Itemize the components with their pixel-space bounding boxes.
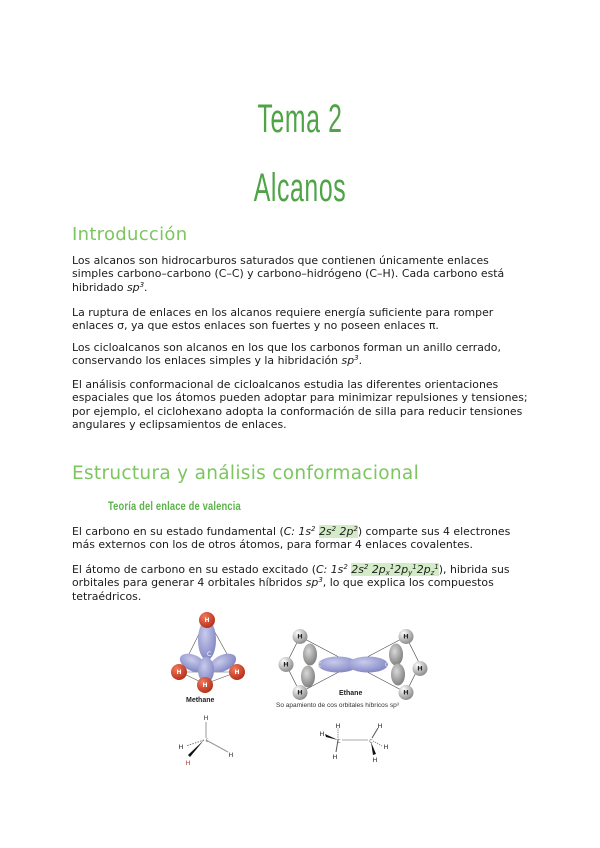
title-text: Alcanos — [253, 166, 347, 210]
svg-text:H: H — [178, 743, 184, 751]
ethane-caption: Ethane — [339, 690, 363, 697]
svg-text:H: H — [403, 688, 409, 697]
paragraph: El carbono en su estado fundamental (C: $1s^2$ $2s^2$ $2p^2$) comparte sus 4 electrones más externos con los de otros átomos, para formar 4 enlaces covalentes. — [72, 525, 511, 552]
ethane-structural-formula — [316, 722, 396, 770]
svg-text:H: H — [403, 632, 409, 641]
section-heading-estructura: Estructura y análisis conformacional — [72, 463, 420, 484]
paragraph: Los cicloalcanos son alcanos en los que los carbonos forman un anillo cerrado, conservando los enlaces simples y la hibridación $sp^3$. — [72, 341, 501, 368]
title-text: Tema 2 — [257, 97, 343, 141]
methane-structural-formula — [168, 710, 248, 770]
svg-text:H: H — [283, 660, 289, 669]
highlight: $2s^2$ $2p^2$ — [318, 525, 358, 538]
svg-text:H: H — [319, 730, 325, 738]
svg-text:C: C — [205, 738, 209, 743]
ethane-subcaption: So apamiento de cos orbitales híbricos sp³ — [276, 702, 399, 709]
paragraph: El análisis conformacional de cicloalcanos estudia las diferentes orientaciones espaciales que los átomos pueden adoptar para minimizar repulsiones y tensiones; por ejemplo, el ciclohexano adopta la conformación de silla para reducir tensiones angulares y eclipsamientos de enlaces. — [72, 378, 528, 432]
electron-configuration: C: $1s^2$ $2s^2$ $2p^2$ — [283, 525, 358, 538]
svg-text:C: C — [369, 739, 373, 745]
svg-text:H: H — [176, 669, 182, 676]
document-title-topic — [114, 97, 486, 142]
document-title-subject — [114, 166, 486, 211]
svg-text:H: H — [372, 756, 378, 764]
svg-text:C: C — [318, 662, 322, 669]
methane-orbital-model — [165, 608, 250, 708]
svg-text:H: H — [417, 664, 423, 673]
svg-text:H: H — [332, 753, 338, 761]
svg-text:H: H — [335, 722, 341, 730]
paragraph: Los alcanos son hidrocarburos saturados que contienen únicamente enlaces simples carbono–carbono (C–C) y carbono–hidrógeno (C–H). Cada carbono está hibridado $sp^3$. — [72, 254, 505, 294]
methane-caption: Methane — [186, 697, 215, 704]
paragraph: La ruptura de enlaces en los alcanos requiere energía suficiente para romper enlaces σ, ya que estos enlaces son fuertes y no poseen enlaces π. — [72, 306, 494, 333]
svg-text:H: H — [234, 669, 240, 676]
svg-text:H: H — [377, 722, 383, 730]
svg-text:H: H — [202, 682, 208, 689]
electron-configuration: C: $1s^2$ $2s^2$ $2p_x^12p_y^12p_z^1$ — [316, 563, 439, 577]
svg-text:H: H — [204, 617, 210, 624]
paragraph: El átomo de carbono en su estado excitado (C: $1s^2$ $2s^2$ $2p_x^12p_y^12p_z^1$), hibrida sus orbitales para generar 4 orbitales híbridos $sp^3$, lo que explica los compuestos tetraédricos. — [72, 563, 510, 603]
section-heading-introduccion: Introducción — [72, 224, 188, 245]
svg-text:H: H — [297, 632, 303, 641]
svg-text:C: C — [385, 662, 389, 669]
subsection-heading-teoria-enlace-valencia: Teoría del enlace de valencia — [108, 499, 241, 513]
svg-text:C: C — [207, 651, 212, 658]
svg-text:H: H — [185, 759, 191, 767]
svg-text:H: H — [297, 688, 303, 697]
svg-text:H: H — [228, 751, 234, 759]
svg-text:C: C — [337, 739, 341, 745]
highlight: $2s^2$ $2p_x^12p_y^12p_z^1$ — [351, 563, 439, 577]
svg-text:H: H — [383, 743, 389, 751]
svg-text:H: H — [203, 714, 209, 722]
